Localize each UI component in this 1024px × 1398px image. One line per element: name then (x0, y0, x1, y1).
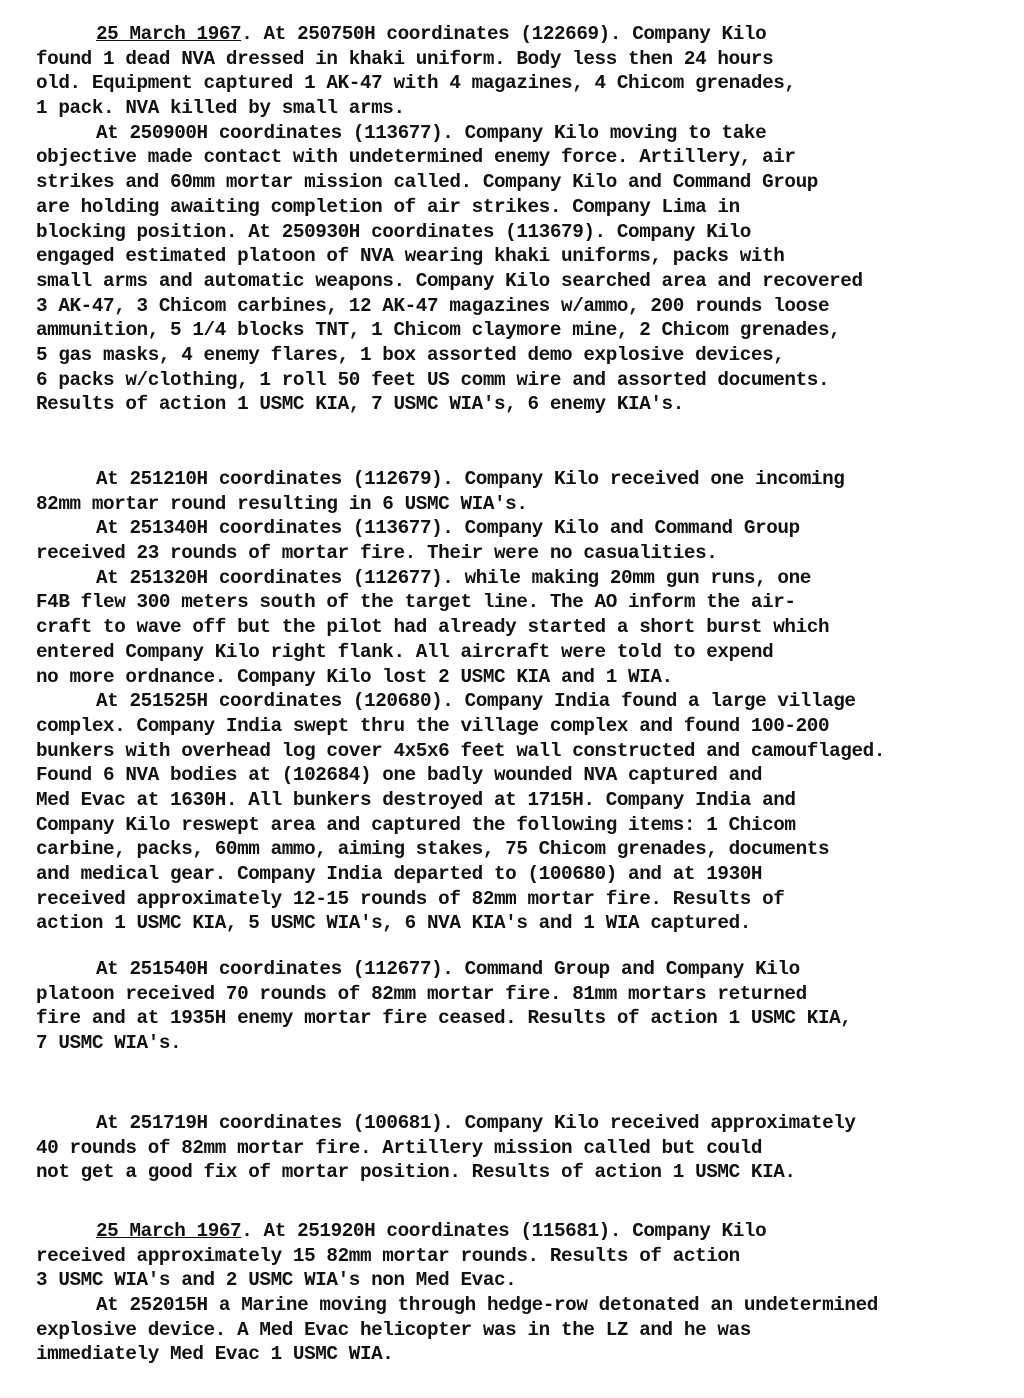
text-line: carbine, packs, 60mm ammo, aiming stakes, 75 Chicom grenades, documents (36, 838, 830, 861)
text-line: bunkers with overhead log cover 4x5x6 feet wall constructed and camouflaged. (36, 739, 885, 762)
text-line: 5 gas masks, 4 enemy flares, 1 box assorted demo explosive devices, (36, 343, 785, 366)
entry-block (36, 957, 996, 1056)
text-line: Med Evac at 1630H. All bunkers destroyed at 1715H. Company India and (36, 788, 796, 811)
text-line: action 1 USMC KIA, 5 USMC WIA's, 6 NVA KIA's and 1 WIA captured. (36, 912, 751, 935)
entry-block (36, 22, 996, 417)
text-line: 3 AK-47, 3 Chicom carbines, 12 AK-47 magazines w/ammo, 200 rounds loose (36, 294, 830, 317)
text-line: objective made contact with undetermined enemy force. Artillery, air (36, 146, 796, 169)
text-line: platoon received 70 rounds of 82mm mortar fire. 81mm mortars returned (36, 982, 807, 1005)
entry-block (36, 1111, 996, 1185)
text-line: received approximately 12-15 rounds of 82mm mortar fire. Results of (36, 887, 785, 910)
text-line: At 252015H a Marine moving through hedge-row detonated an undetermined (96, 1294, 878, 1317)
text-line: blocking position. At 250930H coordinates (113679). Company Kilo (36, 220, 751, 243)
text-line: Company Kilo reswept area and captured the following items: 1 Chicom (36, 813, 796, 836)
text-line: old. Equipment captured 1 AK-47 with 4 magazines, 4 Chicom grenades, (36, 72, 796, 95)
text-line: received approximately 15 82mm mortar rounds. Results of action (36, 1244, 740, 1267)
text-line: 25 March 1967. At 250750H coordinates (122669). Company Kilo (96, 23, 767, 45)
text-line: found 1 dead NVA dressed in khaki uniform. Body less then 24 hours (36, 47, 774, 70)
text-line: engaged estimated platoon of NVA wearing khaki uniforms, packs with (36, 245, 785, 268)
text-line: and medical gear. Company India departed to (100680) and at 1930H (36, 863, 763, 885)
text-line: complex. Company India swept thru the village complex and found 100-200 (36, 714, 830, 737)
entry-block (36, 467, 996, 936)
text-line: ammunition, 5 1/4 blocks TNT, 1 Chicom claymore mine, 2 Chicom grenades, (36, 319, 841, 342)
text-line: strikes and 60mm mortar mission called. Company Kilo and Command Group (36, 171, 818, 194)
text-line: entered Company Kilo right flank. All aircraft were told to expend (36, 640, 774, 663)
text-line: 82mm mortar round resulting in 6 USMC WIA's. (36, 492, 528, 515)
text-line: At 251719H coordinates (100681). Company Kilo received approximately (96, 1112, 856, 1134)
text-line: At 251340H coordinates (113677). Company Kilo and Command Group (96, 517, 800, 540)
text-line: At 251540H coordinates (112677). Command Group and Company Kilo (96, 958, 800, 980)
text-line: fire and at 1935H enemy mortar fire ceased. Results of action 1 USMC KIA, (36, 1007, 852, 1030)
text-line: 7 USMC WIA's. (36, 1032, 182, 1055)
text-line: Results of action 1 USMC KIA, 7 USMC WIA's, 6 enemy KIA's. (36, 393, 684, 416)
text-line: At 250900H coordinates (113677). Company Kilo moving to take (96, 121, 767, 144)
entry-date: 25 March 1967 (96, 23, 242, 45)
text-line: no more ordnance. Company Kilo lost 2 USMC KIA and 1 WIA. (36, 665, 673, 688)
text-line: craft to wave off but the pilot had already started a short burst which (36, 616, 830, 639)
entry-block (36, 1219, 996, 1367)
text-line: 3 USMC WIA's and 2 USMC WIA's non Med Evac. (36, 1269, 517, 1292)
text-line: received 23 rounds of mortar fire. Their were no casualities. (36, 542, 718, 565)
text-line: are holding awaiting completion of air strikes. Company Lima in (36, 195, 740, 218)
text-line: 6 packs w/clothing, 1 roll 50 feet US comm wire and assorted documents. (36, 368, 830, 391)
text-line: 25 March 1967. At 251920H coordinates (115681). Company Kilo (96, 1220, 767, 1242)
entry-date: 25 March 1967 (96, 1220, 242, 1242)
text-line: not get a good fix of mortar position. Results of action 1 USMC KIA. (36, 1161, 796, 1184)
text-line: F4B flew 300 meters south of the target line. The AO inform the air- (36, 591, 796, 614)
text-line: immediately Med Evac 1 USMC WIA. (36, 1343, 394, 1366)
text-line: small arms and automatic weapons. Company Kilo searched area and recovered (36, 269, 863, 292)
text-line: At 251210H coordinates (112679). Company Kilo received one incoming (96, 468, 845, 490)
text-line: 40 rounds of 82mm mortar fire. Artillery mission called but could (36, 1136, 763, 1159)
text-line: At 251525H coordinates (120680). Company India found a large village (96, 690, 856, 713)
text-line: Found 6 NVA bodies at (102684) one badly wounded NVA captured and (36, 764, 763, 787)
text-line: explosive device. A Med Evac helicopter was in the LZ and he was (36, 1318, 751, 1341)
text-line: 1 pack. NVA killed by small arms. (36, 97, 405, 120)
text-line: At 251320H coordinates (112677). while making 20mm gun runs, one (96, 566, 811, 589)
